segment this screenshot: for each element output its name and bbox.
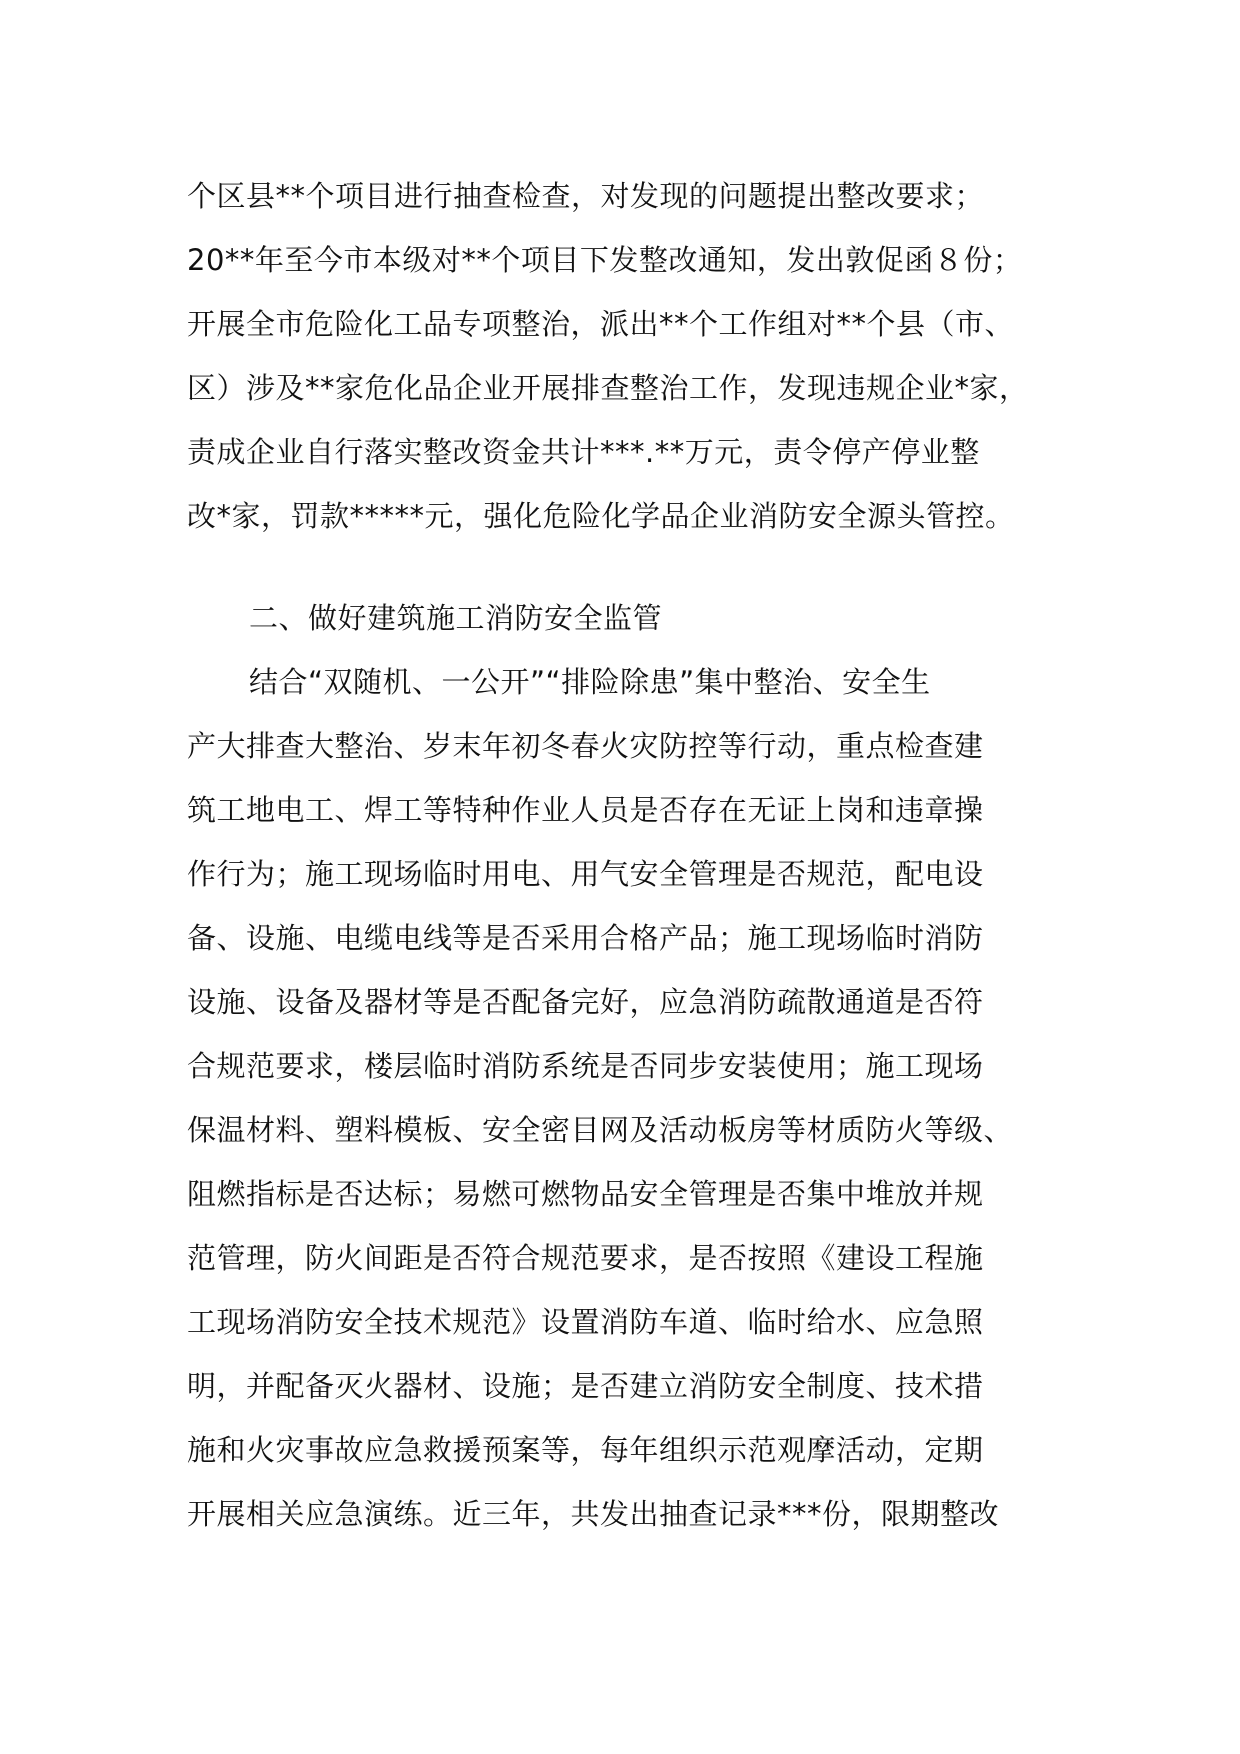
paragraph-line: 作行为；施工现场临时用电、用气安全管理是否规范，配电设	[187, 857, 984, 891]
paragraph-line: 筑工地电工、焊工等特种作业人员是否存在无证上岗和违章操	[187, 793, 984, 827]
paragraph-line: 改*家，罚款*****元，强化危险化学品企业消防安全源头管控。	[187, 499, 1015, 533]
paragraph-line: 备、设施、电缆电线等是否采用合格产品；施工现场临时消防	[187, 921, 984, 955]
paragraph-line: 开展相关应急演练。近三年，共发出抽查记录***份，限期整改	[187, 1497, 1000, 1531]
paragraph-line: 明，并配备灭火器材、设施；是否建立消防安全制度、技术措	[187, 1369, 984, 1403]
paragraph-line: 保温材料、塑料模板、安全密目网及活动板房等材质防火等级、	[187, 1113, 1014, 1147]
paragraph-line: 施和火灾事故应急救援预案等，每年组织示范观摩活动，定期	[187, 1433, 984, 1467]
paragraph-line: 阻燃指标是否达标；易燃可燃物品安全管理是否集中堆放并规	[187, 1177, 984, 1211]
paragraph-line: 个区县**个项目进行抽查检查，对发现的问题提出整改要求；	[187, 179, 985, 213]
paragraph-line: 区）涉及**家危化品企业开展排查整治工作，发现违规企业*家，	[187, 371, 1029, 405]
paragraph-line: 结合“双随机、一公开”“排险除患”集中整治、安全生	[249, 665, 931, 699]
paragraph-line: 责成企业自行落实整改资金共计***.**万元，责令停产停业整	[187, 435, 980, 469]
paragraph-line: 开展全市危险化工品专项整治，派出**个工作组对**个县（市、	[187, 307, 1015, 341]
paragraph-line: 20**年至今市本级对**个项目下发整改通知，发出敦促函８份；	[187, 243, 1023, 277]
paragraph-line: 产大排查大整治、岁末年初冬春火灾防控等行动，重点检查建	[187, 729, 984, 763]
paragraph-line: 合规范要求，楼层临时消防系统是否同步安装使用；施工现场	[187, 1049, 984, 1083]
paragraph-line: 设施、设备及器材等是否配备完好，应急消防疏散通道是否符	[187, 985, 984, 1019]
paragraph-line: 工现场消防安全技术规范》设置消防车道、临时给水、应急照	[187, 1305, 984, 1339]
paragraph-line: 范管理，防火间距是否符合规范要求，是否按照《建设工程施	[187, 1241, 984, 1275]
section-heading: 二、做好建筑施工消防安全监管	[249, 601, 663, 635]
